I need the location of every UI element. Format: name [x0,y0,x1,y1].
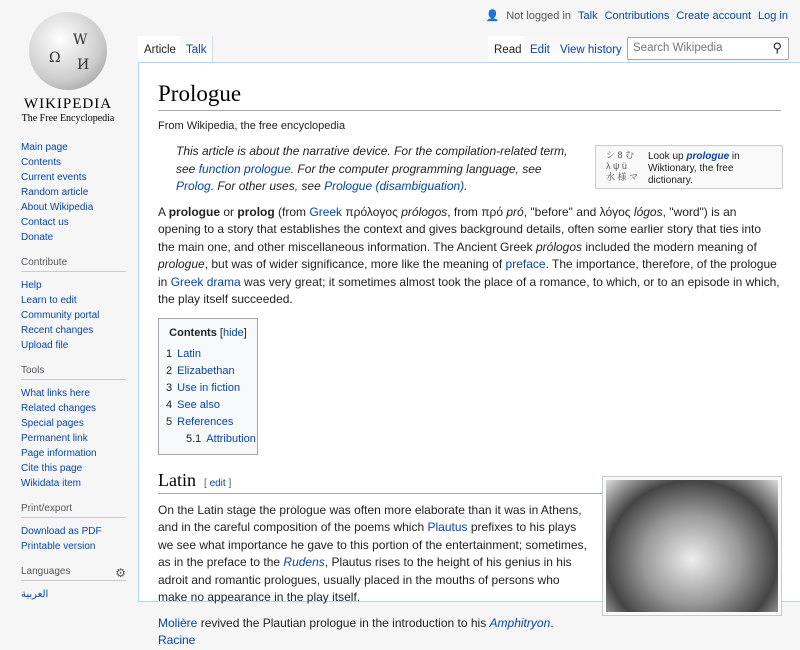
toc-item[interactable] [166,346,250,363]
log-in-link[interactable]: Log in [758,9,788,22]
toc-item[interactable] [166,363,250,380]
toc-link[interactable]: See also [177,398,220,411]
intro-paragraph [158,204,781,309]
text-segment: , "before" and λόγος [523,204,634,219]
sidebar-link[interactable]: Learn to edit [21,295,77,306]
toc-number: 4 [166,398,173,411]
not-logged-in: Not logged in [506,9,572,22]
paragraph [158,615,588,650]
logo-tagline: The Free Encyclopedia [21,113,115,124]
text-segment: A [158,204,169,219]
tab-talk[interactable]: Talk [180,36,213,62]
text-segment: prolog [237,204,275,219]
sidebar-link[interactable]: Help [21,280,42,291]
text-segment: prefixes to his plays we see what importance he gave to this portion of the entertainment; sometimes, as in the preface to the [158,520,587,569]
sidebar-link[interactable]: About Wikipedia [21,202,94,213]
text-segment: Look up [648,151,687,162]
text-segment: was very great; it sometimes almost took the place of a romance, to which, or to an episode in which, the play itself succeeded. [158,274,780,306]
text-segment: , from πρό [447,204,507,219]
text-segment: or [220,204,238,219]
inline-link[interactable]: Prolog [176,179,211,193]
inline-link[interactable]: prologue [686,151,730,162]
toc-item[interactable] [166,397,250,414]
toc-number: 3 [166,381,173,394]
inline-link[interactable]: Molière [158,615,198,630]
logo-wordmark: WIKIPEDIA [23,96,113,112]
text-segment: This article is about the narrative device. For the compilation-related term, see [176,144,568,176]
text-segment: . For other uses, see [210,179,325,193]
toc-link[interactable]: Latin [177,347,201,360]
inline-link[interactable]: Rudens [283,555,325,569]
toc-number: 5.1 [186,432,202,445]
section-heading-latin: Latin [ edit ] [158,470,781,494]
text-segment: included the modern meaning of [582,239,757,254]
sidebar-link[interactable]: Special pages [21,418,84,429]
inline-link[interactable]: preface [505,257,546,271]
globe-icon: Ω W И [29,12,107,90]
text-segment: revived the Plautian prologue in the introduction to his [197,615,490,630]
tab-view-history[interactable]: View history [554,36,629,62]
toc-item[interactable] [166,380,250,397]
navigation-portal [0,140,138,245]
user-icon: 👤 [485,10,500,22]
personal-tools [485,9,788,22]
paragraph [158,502,588,607]
text-segment: πρόλογος [342,204,402,219]
edit-section-link[interactable]: edit [209,477,226,489]
inline-link[interactable]: Greek [309,204,343,219]
gear-icon[interactable]: ⚙ [115,566,126,580]
print-heading: Print/export [21,503,126,518]
text-segment: prologue [158,257,205,271]
text-segment: . The importance, therefore, of the prologue in [158,257,777,289]
article-content [138,62,800,647]
contributions-link[interactable]: Contributions [604,9,670,22]
wikipedia-logo[interactable] [18,8,118,123]
wiktionary-icon: シ 8 む λ ψ ü 水 様 マ [606,150,639,182]
sidebar-link[interactable]: Cite this page [21,463,83,474]
sidebar-link[interactable]: Community portal [21,310,100,321]
toc-link[interactable]: Attribution [206,432,256,445]
text-segment: On the Latin stage the prologue was often more elaborate than it was in Athens, and in the careful composition of the poems which [158,502,582,534]
search-placeholder: Search Wikipedia [633,42,723,54]
search-icon[interactable]: ⚲ [772,40,782,55]
contribute-heading: Contribute [21,257,126,272]
tab-edit[interactable]: Edit [524,36,557,62]
sidebar-link[interactable]: Contents [21,157,62,168]
site-subtitle: From Wikipedia, the free encyclopedia [158,120,346,132]
sidebar-link[interactable]: Contact us [21,217,69,228]
tools-portal [0,365,138,491]
text-segment: prologue [168,204,221,219]
text-segment: (from [274,204,310,219]
sidebar-link[interactable]: Page information [21,448,97,459]
inline-link[interactable]: Prologue (disambiguation) [324,179,465,193]
sidebar-link[interactable]: Current events [21,172,87,183]
hatnote [158,143,578,196]
toc-link[interactable]: References [177,415,234,428]
languages-heading: Languages ⚙ [21,566,126,580]
toc-number: 1 [166,347,173,360]
inline-link[interactable]: function prologue [198,161,291,176]
table-of-contents: Contents [hide] 1 Latin 2 Elizabethan 3 Use in fiction 4 See also 5 References 5.1 Attribution [158,318,258,455]
toc-link[interactable]: Use in fiction [177,381,241,394]
sidebar-link[interactable]: What links here [21,388,90,399]
page-title: Prologue [158,81,781,111]
sidebar-link[interactable]: Permanent link [21,433,88,444]
text-segment: . For the computer programming language, see [290,161,542,176]
text-segment: , but was of wider significance, more like the meaning of [204,257,506,271]
sidebar [0,140,138,614]
wiktionary-box [595,145,783,189]
text-segment: . [550,615,554,630]
inline-link[interactable]: Racine [158,633,196,647]
text-segment: prólogos [536,239,583,254]
contribute-portal [0,257,138,353]
toc-item[interactable] [166,414,250,431]
tab-read[interactable]: Read [488,36,529,62]
sidebar-link[interactable]: Main page [21,142,68,153]
sidebar-link[interactable]: Related changes [21,403,97,414]
text-segment: lógos [633,204,663,219]
print-portal [0,503,138,554]
sidebar-link[interactable]: Wikidata item [21,478,82,489]
sidebar-link[interactable]: Random article [21,187,89,198]
create-account-link[interactable]: Create account [676,9,752,22]
toc-hide-link[interactable]: hide [222,326,244,339]
languages-portal [0,566,138,602]
sidebar-link[interactable]: Recent changes [21,325,94,336]
talk-link[interactable]: Talk [578,9,598,22]
text-segment: . [464,179,468,193]
sidebar-link[interactable]: Download as PDF [21,526,102,537]
prologue-mask-image[interactable] [602,476,782,616]
language-link[interactable]: العربية [21,589,49,600]
text-segment: , Plautus rises to the height of his genius in his adroit and romantic prologues, usually placed in the mouths of persons who make no appearance in the play itself. [158,555,572,604]
inline-link[interactable]: Greek drama [170,274,241,289]
text-segment: in Wiktionary, the free dictionary. [648,151,740,186]
toc-item[interactable] [166,431,256,448]
toc-link[interactable]: Elizabethan [177,364,235,377]
sidebar-link[interactable]: Printable version [21,541,96,552]
text-segment: , "word") is an opening to a story that establishes the context and gives background details, often some earlier story that ties into the main one, and other miscellaneous information. The Ancient Greek [158,204,762,254]
sidebar-link[interactable]: Donate [21,232,54,243]
tab-article[interactable]: Article [138,36,183,62]
toc-number: 5 [166,415,173,428]
toc-title: Contents [169,326,217,339]
text-segment: pró [506,204,524,219]
tools-heading: Tools [21,365,126,380]
text-segment: prólogos [401,204,448,219]
inline-link[interactable]: Plautus [427,520,468,534]
inline-link[interactable]: Amphitryon [489,615,551,630]
sidebar-link[interactable]: Upload file [21,340,69,351]
search-input[interactable] [627,37,789,60]
toc-number: 2 [166,364,173,377]
